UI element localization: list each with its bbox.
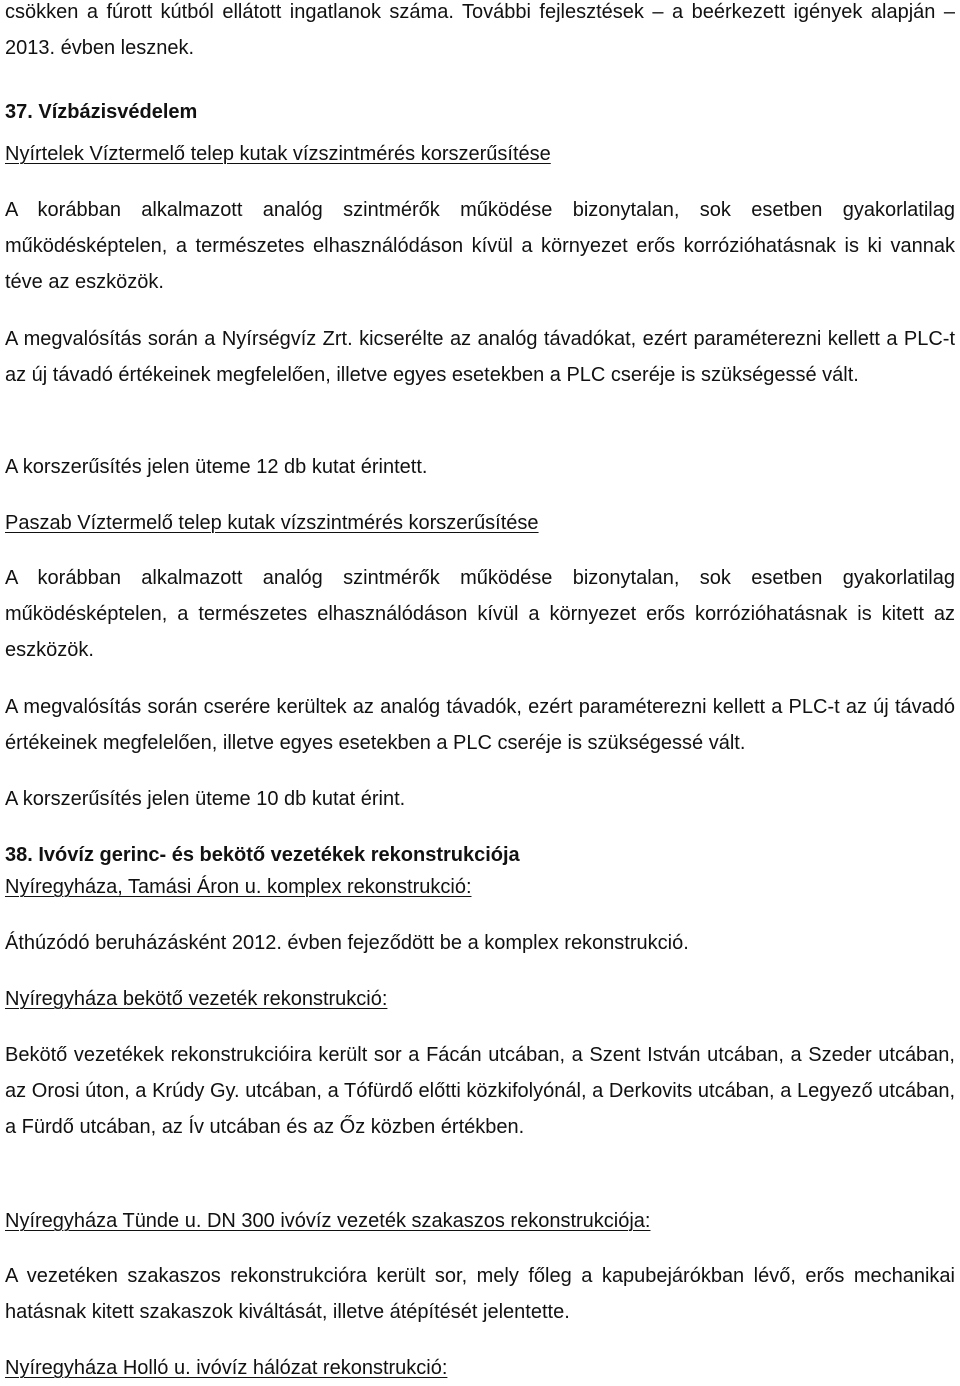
bekoto-heading: Nyíregyháza bekötő vezeték rekonstrukció:: [5, 988, 388, 1010]
nyirtelek-paragraph-1: A korábban alkalmazott analóg szintmérők működése bizonytalan, sok esetben gyakorlatilag működésképtelen, a természetes elhasználódáson kívül a környezet erős korrózióhatásnak is ki vannak téve az eszközök.: [5, 199, 955, 293]
nyirtelek-paragraph-3: A korszerűsítés jelen üteme 12 db kutat érintett.: [5, 456, 428, 478]
tunde-heading: Nyíregyháza Tünde u. DN 300 ivóvíz vezeték szakaszos rekonstrukciója:: [5, 1210, 651, 1232]
bekoto-paragraph-1: Bekötő vezetékek rekonstrukcióira került sor a Fácán utcában, a Szent István utcában, a Szeder utcában, az Orosi úton, a Krúdy Gy. utcában, a Tófürdő előtti közkifolyónál, a Derkovits utcában, a Legyező utcában, a Fürdő utcában, az Ív utcában és az Őz közben értékben.: [5, 1044, 955, 1138]
section-37-title: Vízbázisvédelem: [38, 101, 198, 123]
section-38-number: 38.: [5, 844, 33, 866]
section-38-heading: [5, 837, 955, 873]
hollo-heading: Nyíregyháza Holló u. ivóvíz hálózat rekonstrukció:: [5, 1357, 448, 1379]
tunde-paragraph-1: A vezetéken szakaszos rekonstrukcióra került sor, mely főleg a kapubejárókban lévő, erős mechanikai hatásnak kitett szakaszok kiváltását, illetve átépítését jelentette.: [5, 1265, 955, 1323]
section-37-heading: [5, 94, 955, 130]
paszab-paragraph-1: A korábban alkalmazott analóg szintmérők működése bizonytalan, sok esetben gyakorlatilag működésképtelen, a természetes elhasználódáson kívül a környezet erős korrózióhatásnak is kitett az eszközök.: [5, 567, 955, 661]
tamasi-paragraph-1: Áthúzódó beruházásként 2012. évben fejeződött be a komplex rekonstrukció.: [5, 932, 689, 954]
paszab-paragraph-2: A megvalósítás során cserére kerültek az analóg távadók, ezért paraméterezni kellett a PLC-t az új távadó értékeinek megfelelően, illetve egyes esetekben a PLC cseréje is szükségessé vált.: [5, 696, 955, 754]
paszab-heading: Paszab Víztermelő telep kutak vízszintmérés korszerűsítése: [5, 512, 539, 534]
section-37-number: 37.: [5, 101, 33, 123]
tamasi-heading: Nyíregyháza, Tamási Áron u. komplex rekonstrukció:: [5, 876, 472, 898]
nyirtelek-heading: Nyírtelek Víztermelő telep kutak vízszintmérés korszerűsítése: [5, 143, 551, 165]
paszab-paragraph-3: A korszerűsítés jelen üteme 10 db kutat érint.: [5, 788, 406, 810]
section-38-title: Ivóvíz gerinc- és bekötő vezetékek rekonstrukciója: [38, 844, 520, 866]
intro-paragraph: csökken a fúrott kútból ellátott ingatlanok száma. További fejlesztések – a beérkezett igények alapján – 2013. évben lesznek.: [5, 1, 955, 59]
nyirtelek-paragraph-2: A megvalósítás során a Nyírségvíz Zrt. kicserélte az analóg távadókat, ezért paraméterezni kellett a PLC-t az új távadó értékeinek megfelelően, illetve egyes esetekben a PLC cseréje is szükségessé vált.: [5, 328, 955, 386]
